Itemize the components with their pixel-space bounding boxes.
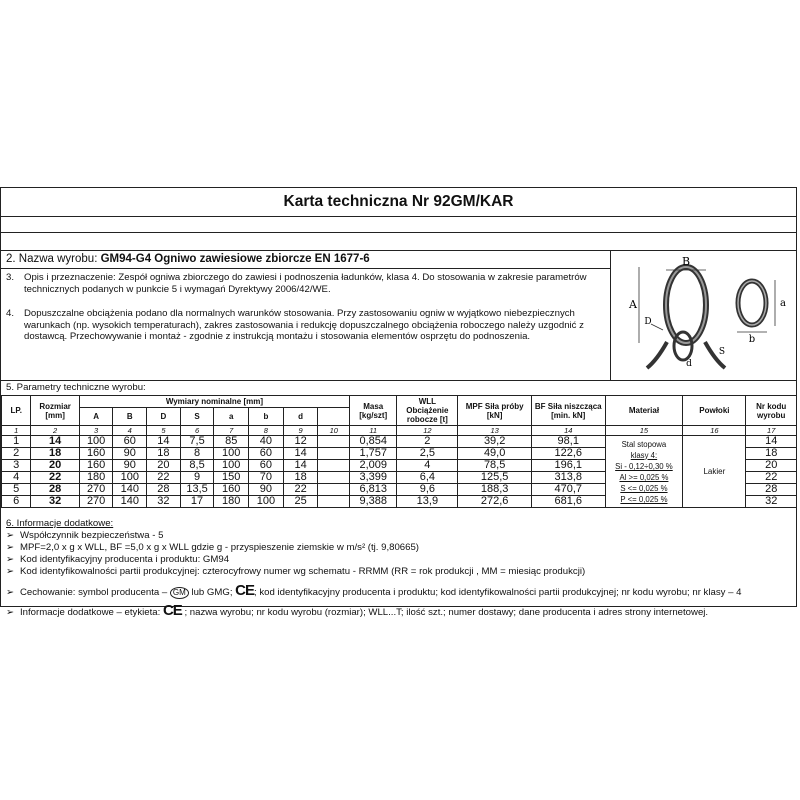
dimension-label-D: D: [644, 317, 652, 327]
document-title: Karta techniczna Nr 92GM/KAR: [1, 188, 796, 217]
dimension-label-d: d: [686, 359, 692, 369]
cell-d: 14: [283, 448, 318, 460]
header-code: Nr kodu wyrobu: [746, 396, 797, 426]
table-row: [2, 436, 797, 448]
coating-cell: Lakier: [683, 436, 746, 508]
cell-bf: 122,6: [531, 448, 605, 460]
cell-size: 18: [31, 448, 79, 460]
cell-a: 85: [214, 436, 249, 448]
column-number: 16: [683, 426, 746, 436]
column-number: 4: [113, 426, 147, 436]
column-number: 2: [31, 426, 79, 436]
cell-s: 8,5: [180, 460, 214, 472]
column-number: 9: [283, 426, 318, 436]
cell-code: 22: [746, 472, 797, 484]
link-diagram-panel: [610, 250, 798, 380]
cell-a: 100: [214, 448, 249, 460]
cell-a: 160: [79, 460, 113, 472]
blank-row: [1, 216, 796, 233]
cell-blank: [318, 496, 350, 508]
parameters-title: 5. Parametry techniczne wyrobu:: [6, 382, 146, 393]
cell-d: 20: [147, 460, 181, 472]
parameters-table: [1, 395, 797, 508]
cell-mpf: 49,0: [458, 448, 532, 460]
header-dim-d: d: [283, 408, 318, 426]
cell-wll: 6,4: [397, 472, 458, 484]
cell-b: 140: [113, 484, 147, 496]
cell-lp: 6: [2, 496, 31, 508]
header-dim-D: D: [147, 408, 181, 426]
column-number: 7: [214, 426, 249, 436]
cell-code: 20: [746, 460, 797, 472]
cell-code: 18: [746, 448, 797, 460]
column-number: 5: [147, 426, 181, 436]
cell-blank: [318, 472, 350, 484]
cell-size: 28: [31, 484, 79, 496]
cell-wll: 2,5: [397, 448, 458, 460]
info-line: ➢ Współczynnik bezpieczeństwa - 5: [6, 530, 164, 541]
cell-d: 25: [283, 496, 318, 508]
arrow-icon: ➢: [6, 566, 15, 577]
arrow-icon: ➢: [6, 542, 15, 553]
header-dim-a: a: [214, 408, 249, 426]
dimension-label-b: b: [748, 334, 756, 345]
dimension-label-S: S: [718, 347, 726, 357]
cell-d: 14: [147, 436, 181, 448]
column-number: 12: [397, 426, 458, 436]
info-line: ➢ Kod identyfikacyjny producenta i produktu: GM94: [6, 554, 230, 565]
divider: [1, 268, 610, 269]
cell-b: 60: [249, 460, 284, 472]
column-number: 3: [79, 426, 113, 436]
header-bf: BF Siła niszcząca [min. kN]: [531, 396, 605, 426]
dimension-label-a: a: [780, 298, 786, 309]
header-dimensions: Wymiary nominalne [mm]: [79, 396, 349, 408]
cell-d: 32: [147, 496, 181, 508]
additional-info-title: 6. Informacje dodatkowe:: [6, 518, 114, 529]
cell-mpf: 39,2: [458, 436, 532, 448]
column-numbers-row: [2, 426, 797, 436]
cell-mpf: 125,5: [458, 472, 532, 484]
ce-mark-icon: CE: [162, 602, 182, 619]
cell-b: 140: [113, 496, 147, 508]
cell-masa: 6,813: [350, 484, 397, 496]
cell-d: 22: [283, 484, 318, 496]
cell-a: 180: [214, 496, 249, 508]
cell-wll: 4: [397, 460, 458, 472]
cell-d: 14: [283, 460, 318, 472]
cell-s: 17: [180, 496, 214, 508]
cell-blank: [318, 484, 350, 496]
cell-b: 90: [113, 460, 147, 472]
header-dim-S: S: [180, 408, 214, 426]
cell-s: 7,5: [180, 436, 214, 448]
column-number: 15: [605, 426, 683, 436]
cell-size: 14: [31, 436, 79, 448]
header-dim-blank: [318, 408, 350, 426]
cell-size: 20: [31, 460, 79, 472]
cell-bf: 470,7: [531, 484, 605, 496]
column-number: 11: [350, 426, 397, 436]
cell-wll: 13,9: [397, 496, 458, 508]
cell-blank: [318, 436, 350, 448]
info-line: ➢ MPF=2,0 x g x WLL, BF =5,0 x g x WLL gdzie g - przyspieszenie ziemskie w m/s² (tj. 9,80665): [6, 542, 419, 553]
header-mpf: MPF Siła próby [kN]: [458, 396, 532, 426]
cell-mpf: 78,5: [458, 460, 532, 472]
cell-lp: 2: [2, 448, 31, 460]
master-link-diagram: [611, 250, 798, 380]
cell-d: 18: [283, 472, 318, 484]
cell-b: 100: [113, 472, 147, 484]
header-dim-A: A: [79, 408, 113, 426]
cell-a: 270: [79, 496, 113, 508]
cell-lp: 3: [2, 460, 31, 472]
product-name-line: 2. Nazwa wyrobu: GM94-G4 Ogniwo zawiesiowe zbiorcze EN 1677-6: [6, 253, 370, 265]
cell-a: 150: [214, 472, 249, 484]
cell-lp: 1: [2, 436, 31, 448]
info-line: ➢ Kod identyfikowalności partii produkcyjnej: czterocyfrowy numer wg schematu - RRMM (RR = rok produkcji , MM = miesiąc produkcji): [6, 566, 586, 577]
cell-bf: 98,1: [531, 436, 605, 448]
cell-s: 9: [180, 472, 214, 484]
product-section: 2. Nazwa wyrobu: GM94-G4 Ogniwo zawiesiowe zbiorcze EN 1677-6 3. Opis i przeznaczenie: Zespół ogniwa zbiorczego do zawiesi i podnoszenia ładunków, klasa 4. Do stosowania w zakresie parametrów technicznych podanych w punkcie 5 i wymagań Dyrektywy 2006/42/WE. 4. Dopuszczalne obciążenia podano dla normalnych warunków stosowania. Przy zastosowaniu ogniw w wyjątkowo niebezpiecznych warunkach (np. wysokich temperaturach), zakres zastosowania i redukcję dopuszczalnego obciążenia roboczego należy uzgodnić z dostawcą. Przechowywanie i montaż - zgodnie z instrukcją montażu i stosowania elementów osprzętu do podnoszenia. B A b a D S d: [1, 250, 796, 381]
cell-lp: 4: [2, 472, 31, 484]
dimension-label-B: B: [681, 255, 691, 268]
cell-s: 8: [180, 448, 214, 460]
header-dim-b: b: [249, 408, 284, 426]
arrow-icon: ➢: [6, 607, 15, 618]
cell-masa: 1,757: [350, 448, 397, 460]
ce-mark-icon: CE: [235, 582, 255, 599]
cell-masa: 3,399: [350, 472, 397, 484]
cell-mpf: 272,6: [458, 496, 532, 508]
cell-b: 60: [113, 436, 147, 448]
blank-row: [1, 232, 796, 251]
cell-d: 18: [147, 448, 181, 460]
header-mass: Masa [kg/szt]: [350, 396, 397, 426]
cell-b: 100: [249, 496, 284, 508]
header-size: Rozmiar [mm]: [31, 396, 79, 426]
cell-code: 32: [746, 496, 797, 508]
parameters-rows: [2, 436, 797, 508]
parameters-section: [1, 381, 796, 508]
material-cell: Stal stopowa klasy 4: Si - 0,12÷0,30 % Al >= 0,025 % S <= 0,025 % P <= 0,025 %: [605, 436, 683, 508]
arrow-icon: ➢: [6, 530, 15, 541]
dimension-label-A: A: [629, 298, 637, 311]
gm-logo: GM: [170, 587, 189, 599]
header-material: Materiał: [605, 396, 683, 426]
cell-bf: 313,8: [531, 472, 605, 484]
cell-size: 22: [31, 472, 79, 484]
column-number: 10: [318, 426, 350, 436]
cell-a: 160: [214, 484, 249, 496]
cell-b: 40: [249, 436, 284, 448]
cell-wll: 9,6: [397, 484, 458, 496]
cell-code: 28: [746, 484, 797, 496]
arrow-icon: ➢: [6, 587, 15, 598]
cell-b: 90: [249, 484, 284, 496]
cell-b: 60: [249, 448, 284, 460]
product-name: GM94-G4 Ogniwo zawiesiowe zbiorcze EN 1677-6: [100, 253, 370, 265]
cell-masa: 9,388: [350, 496, 397, 508]
cell-masa: 2,009: [350, 460, 397, 472]
arrow-icon: ➢: [6, 554, 15, 565]
cell-d: 28: [147, 484, 181, 496]
header-lp: LP.: [2, 396, 31, 426]
cell-bf: 196,1: [531, 460, 605, 472]
cell-code: 14: [746, 436, 797, 448]
column-number: 17: [746, 426, 797, 436]
header-coating: Powłoki: [683, 396, 746, 426]
header-wll: WLL Obciążenie robocze [t]: [397, 396, 458, 426]
technical-sheet: [0, 187, 797, 619]
header-dim-B: B: [113, 408, 147, 426]
cell-mpf: 188,3: [458, 484, 532, 496]
cell-a: 100: [214, 460, 249, 472]
column-number: 14: [531, 426, 605, 436]
cell-size: 32: [31, 496, 79, 508]
marking-line: ➢ Cechowanie: symbol producenta – GM lub GMG; CE; kod identyfikacyjny producenta i produktu; kod identyfikowalności partii produkcyjnej; nr kodu wyrobu; nr klasy – 4: [6, 582, 742, 599]
column-number: 1: [2, 426, 31, 436]
cell-d: 22: [147, 472, 181, 484]
cell-masa: 0,854: [350, 436, 397, 448]
cell-a: 160: [79, 448, 113, 460]
cell-a: 270: [79, 484, 113, 496]
cell-b: 70: [249, 472, 284, 484]
column-number: 8: [249, 426, 284, 436]
cell-blank: [318, 448, 350, 460]
cell-lp: 5: [2, 484, 31, 496]
column-number: 13: [458, 426, 532, 436]
label-line: ➢ Informacje dodatkowe – etykieta: CE ; nazwa wyrobu; nr kodu wyrobu (rozmiar); WLL...T; ilość szt.; numer dostawy; dane producenta i adres strony internetowej.: [6, 602, 709, 619]
cell-b: 90: [113, 448, 147, 460]
column-number: 6: [180, 426, 214, 436]
cell-a: 180: [79, 472, 113, 484]
cell-d: 12: [283, 436, 318, 448]
cell-blank: [318, 460, 350, 472]
cell-bf: 681,6: [531, 496, 605, 508]
cell-s: 13,5: [180, 484, 214, 496]
cell-wll: 2: [397, 436, 458, 448]
cell-a: 100: [79, 436, 113, 448]
